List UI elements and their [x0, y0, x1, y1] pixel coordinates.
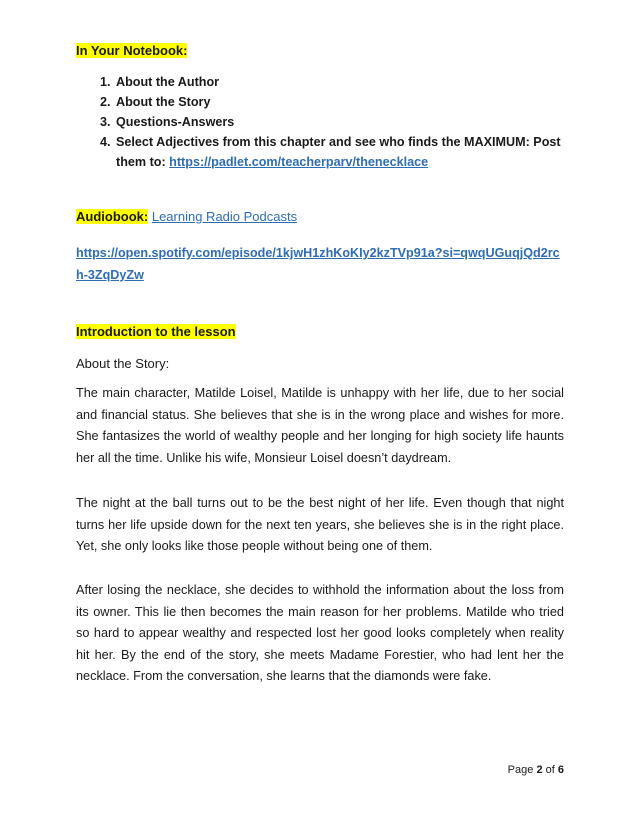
list-item: 3. Questions-Answers	[114, 112, 564, 132]
intro-heading: Introduction to the lesson	[76, 324, 236, 339]
spotify-episode-link[interactable]: https://open.spotify.com/episode/1kjwH1zhKoKIy2kzTVp91a?si=qwqUGuqjQd2rch-3ZqDyZw	[76, 246, 560, 282]
list-item: 4. Select Adjectives from this chapter and see who finds the MAXIMUM: Post them to: https://padlet.com/teacherparv/thenecklace	[114, 132, 564, 172]
story-paragraph-2: The night at the ball turns out to be the best night of her life. Even though that night turns her life upside down for the next ten years, she believes she is in the right place. Yet, she only looks like those people without being one of them.	[76, 496, 564, 554]
audiobook-line	[76, 208, 297, 225]
total-pages: 6	[557, 764, 564, 776]
page-number-footer: Page 2 of 6	[507, 764, 564, 776]
audiobook-label: Audiobook:	[76, 209, 149, 224]
podcast-link[interactable]: Learning Radio Podcasts	[151, 209, 298, 224]
about-story-label: About the Story:	[76, 356, 170, 371]
story-paragraph-3: After losing the necklace, she decides to withhold the information about the loss from its owner. This lie then becomes the main reason for her problems. Matilde who tried so hard to appear wealthy and respected lost her good looks completely when reality hit her. By the end of the story, she meets Madame Forestier, who had lent her the necklace. From the conversation, she learns that the diamonds were fake.	[76, 583, 564, 684]
notebook-task-list	[76, 72, 564, 172]
current-page: 2	[536, 764, 543, 776]
notebook-heading: In Your Notebook:	[76, 43, 188, 58]
list-item: 2. About the Story	[114, 92, 564, 112]
padlet-link[interactable]: https://padlet.com/teacherparv/thenecklace	[169, 155, 429, 169]
list-item: 1. About the Author	[114, 72, 564, 92]
story-paragraph-1: The main character, Matilde Loisel, Matilde is unhappy with her life, due to her social and financial status. She believes that she is in the wrong place and wishes for more. She fantasizes the world of wealthy people and her longing for high society life haunts her all the time. Unlike his wife, Monsieur Loisel doesn’t daydream.	[76, 386, 564, 465]
